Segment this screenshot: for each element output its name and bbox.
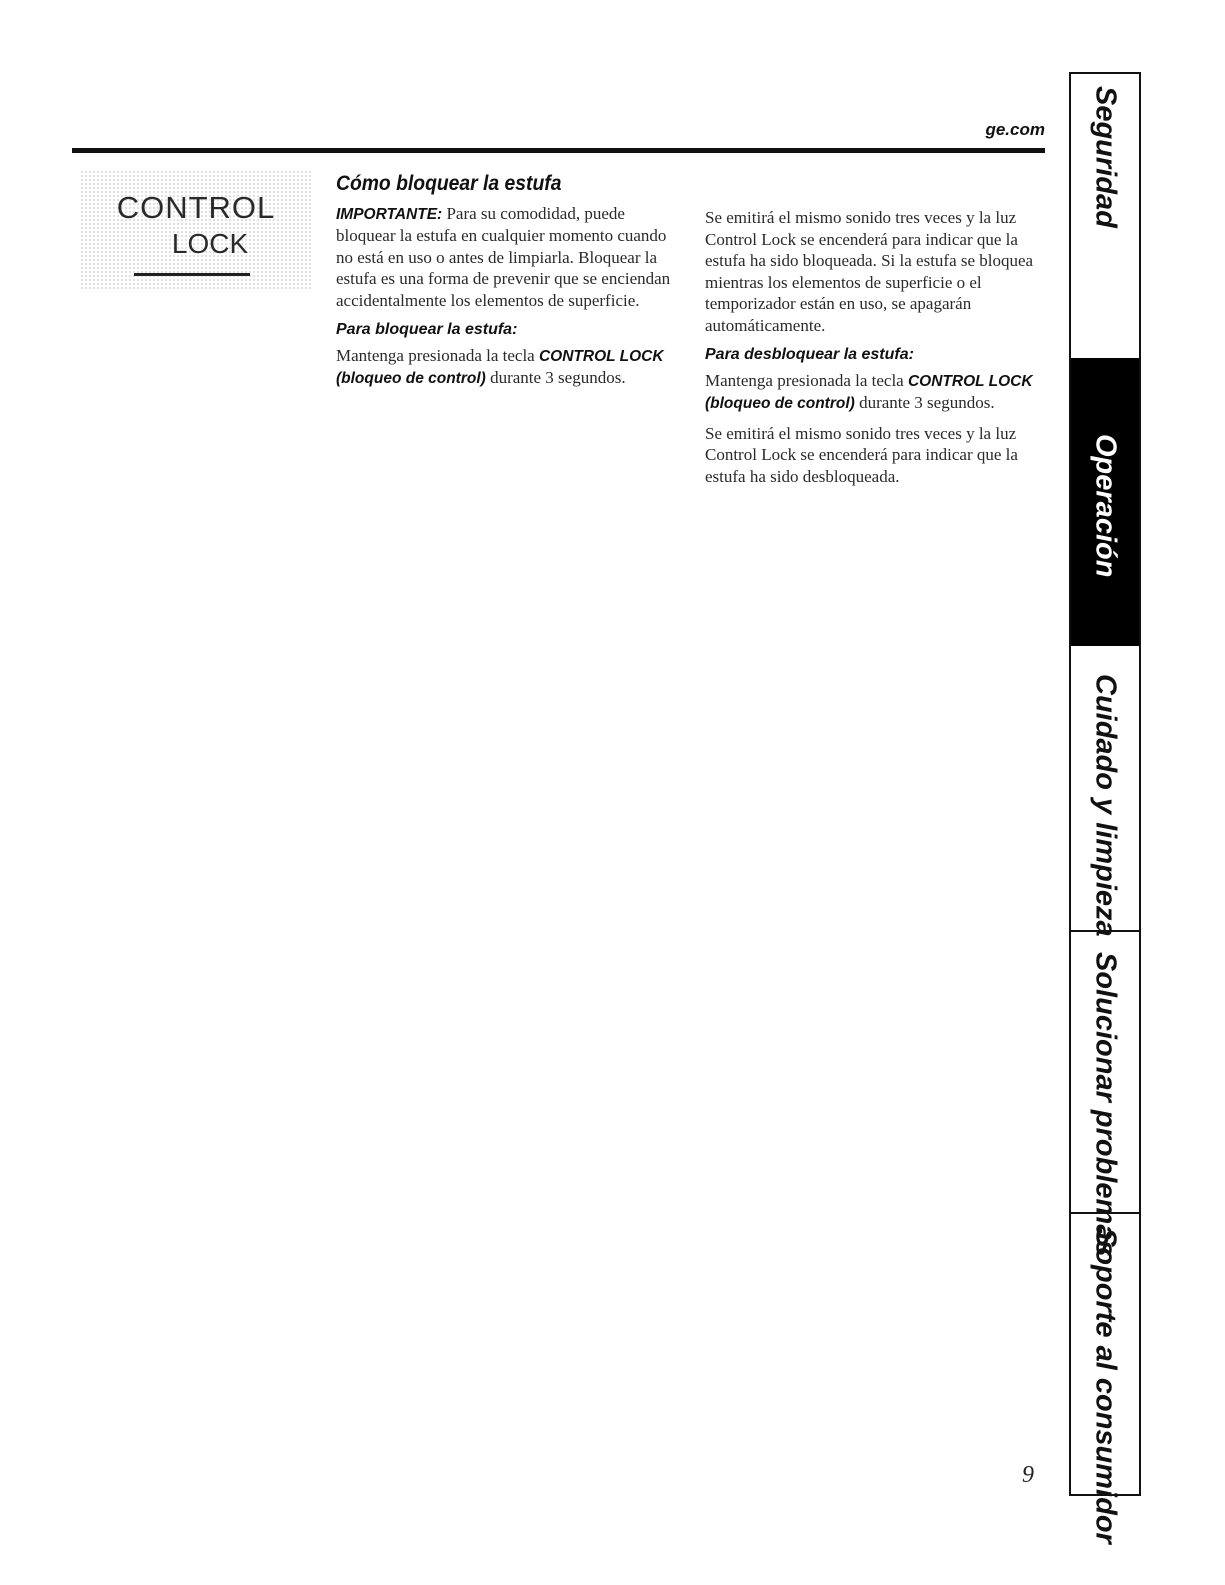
important-paragraph [336,203,674,312]
unlock-instructions [705,370,1045,415]
page-number: 9 [1022,1462,1034,1488]
left-column [336,173,674,398]
control-lock-image-line1: CONTROL [116,190,276,225]
tab-label: Operación [1089,434,1122,578]
lock-text-a: Mantenga presionada la tecla [336,345,539,365]
section-title: Cómo bloquear la estufa [336,172,562,195]
tab-label: Cuidado y limpieza [1089,674,1122,937]
unlock-text-b: durante 3 segundos. [854,393,995,412]
site-url: ge.com [985,120,1045,139]
tab-operacion[interactable] [1071,358,1139,646]
important-label: IMPORTANTE: [336,205,443,223]
unlock-text-a: Mantenga presionada la tecla [705,370,908,390]
unlock-key-name: CONTROL LOCK (bloqueo de control) [705,372,1033,412]
tab-soporte-al-consumidor[interactable] [1071,1212,1139,1544]
lock-instructions [336,345,674,390]
right-column [705,207,1045,495]
header-rule [72,148,1045,153]
lock-confirmation-paragraph: Se emitirá el mismo sonido tres veces y la luz Control Lock se encenderá para indicar que la estufa ha sido bloqueada. Si la estufa se bloquea mientras los elementos de superficie o el temporizador están en uso, se apagarán automáticamente. [705,208,1034,335]
tab-label: Seguridad [1089,86,1122,228]
lock-heading: Para bloquear la estufa: [336,321,518,338]
tab-cuidado-y-limpieza[interactable] [1071,646,1139,937]
unlock-confirmation-paragraph: Se emitirá el mismo sonido tres veces y la luz Control Lock se encenderá para indicar que la estufa ha sido desbloqueada. [705,423,1018,486]
tab-solucionar-problemas[interactable] [1071,930,1139,1257]
indicator-bar [134,273,250,276]
control-lock-image [80,170,312,290]
control-lock-image-line2: LOCK [171,228,249,259]
tab-label: Soporte al consumidor [1089,1228,1122,1544]
lock-key-name: CONTROL LOCK (bloqueo de control) [336,347,664,387]
unlock-heading: Para desbloquear la estufa: [705,346,914,363]
tab-label: Solucionar problemas [1089,952,1122,1257]
tab-seguridad[interactable] [1071,74,1139,358]
section-tabs [1069,72,1141,1544]
lock-text-b: durante 3 segundos. [485,368,626,387]
important-text: Para su comodidad, puede bloquear la estufa en cualquier momento cuando no está en uso o antes de limpiarla. Bloquear la estufa es una forma de prevenir que se enciendan accidentalmente los elementos de superficie. [336,203,671,310]
